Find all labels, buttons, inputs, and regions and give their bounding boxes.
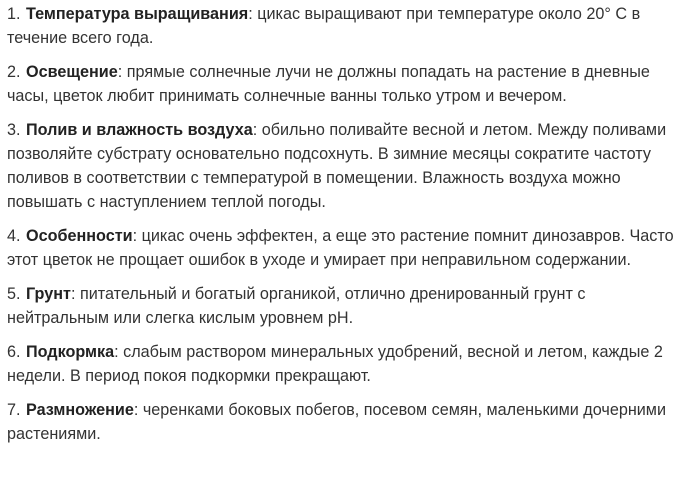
- item-text: : цикас очень эффектен, а еще это растение помнит динозавров. Часто этот цветок не прощает ошибок в уходе и умирает при неправильном содержании.: [7, 227, 674, 269]
- item-number: 2.: [7, 63, 21, 81]
- item-term: Полив и влажность воздуха: [26, 121, 253, 139]
- item-term: Особенности: [26, 227, 133, 245]
- list-item-propagation: [7, 398, 675, 446]
- item-text: : прямые солнечные лучи не должны попадать на растение в дневные часы, цветок любит принимать солнечные ванны только утром и вечером.: [7, 63, 650, 105]
- item-term: Грунт: [26, 285, 71, 303]
- item-text: : питательный и богатый органикой, отлично дренированный грунт с нейтральным или слегка кислым уровнем pH.: [7, 285, 586, 327]
- item-term: Температура выращивания: [26, 5, 249, 23]
- list-item-soil: [7, 282, 675, 330]
- item-number: 3.: [7, 121, 21, 139]
- item-text: : обильно поливайте весной и летом. Между поливами позволяйте субстрату основательно подсохнуть. В зимние месяцы сократите частоту поливов в соответствии с температурой в помещении. Влажность воздуха можно повышать с наступлением теплой погоды.: [7, 121, 667, 211]
- item-text: : цикас выращивают при температуре около 20° С в течение всего года.: [7, 5, 641, 47]
- list-item-temperature: [7, 2, 675, 50]
- list-item-lighting: [7, 60, 675, 108]
- item-term: Размножение: [26, 401, 134, 419]
- item-term: Подкормка: [26, 343, 115, 361]
- list-item-features: [7, 224, 675, 272]
- item-number: 6.: [7, 343, 21, 361]
- item-text: : черенками боковых побегов, посевом семян, маленькими дочерними растениями.: [7, 401, 666, 443]
- item-number: 7.: [7, 401, 21, 419]
- item-number: 1.: [7, 5, 21, 23]
- item-number: 4.: [7, 227, 21, 245]
- item-text: : слабым раствором минеральных удобрений, весной и летом, каждые 2 недели. В период покоя подкормки прекращают.: [7, 343, 663, 385]
- item-term: Освещение: [26, 63, 118, 81]
- item-number: 5.: [7, 285, 21, 303]
- list-item-feeding: [7, 340, 675, 388]
- care-instructions-list: [7, 2, 675, 456]
- list-item-watering: [7, 118, 675, 214]
